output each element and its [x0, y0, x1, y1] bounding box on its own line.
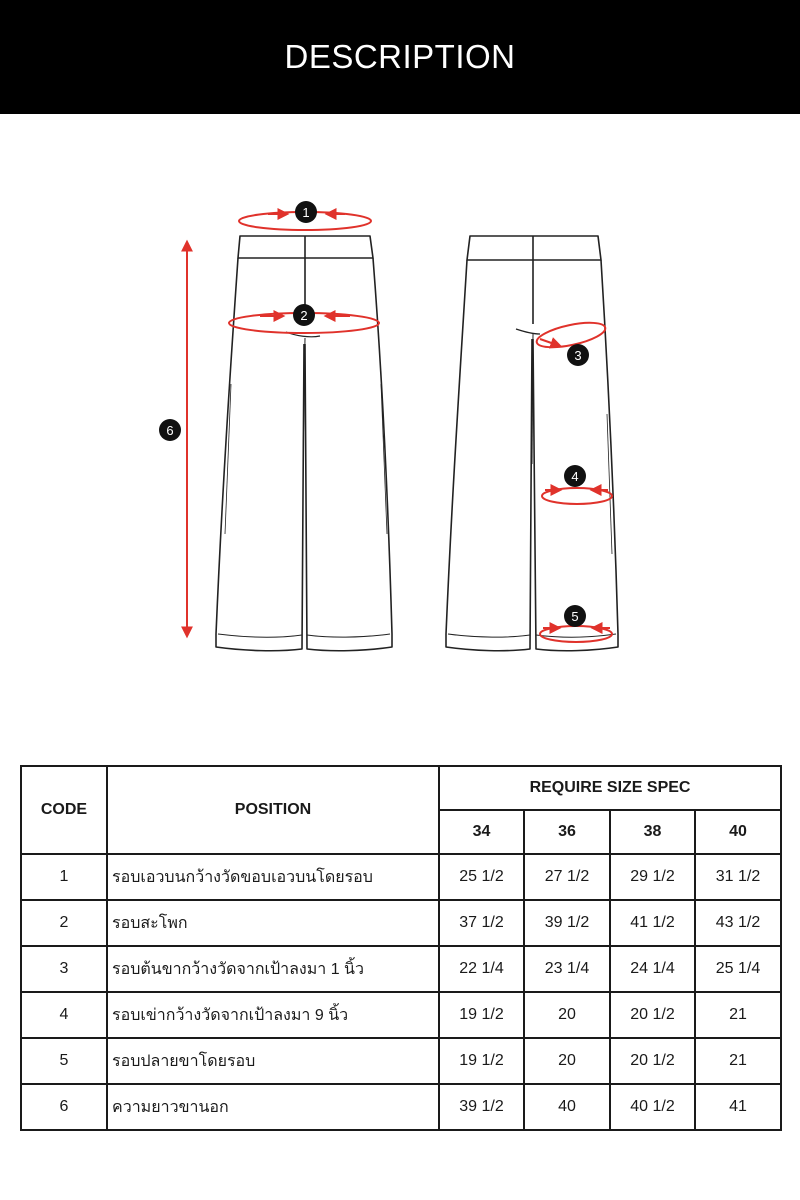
row-code: 1: [21, 854, 107, 900]
row-position: รอบสะโพก: [107, 900, 439, 946]
pants-illustration: [0, 114, 800, 754]
marker-4: [564, 465, 586, 487]
row-value: 21: [695, 992, 781, 1038]
marker-6: [159, 419, 181, 441]
row-value: 40 1/2: [610, 1084, 695, 1130]
svg-text:2: 2: [300, 308, 308, 323]
row-value: 40: [524, 1084, 610, 1130]
table-row: [21, 992, 781, 1038]
table-row: [21, 1084, 781, 1130]
back-pants: [446, 236, 618, 651]
row-value: 20 1/2: [610, 1038, 695, 1084]
row-value: 29 1/2: [610, 854, 695, 900]
header-size: 36: [524, 810, 610, 854]
row-position: รอบต้นขากว้างวัดจากเป้าลงมา 1 นิ้ว: [107, 946, 439, 992]
table-row: [21, 946, 781, 992]
row-code: 3: [21, 946, 107, 992]
row-code: 4: [21, 992, 107, 1038]
marker-2: [293, 304, 315, 326]
size-spec-table: [20, 765, 782, 1131]
row-value: 24 1/4: [610, 946, 695, 992]
row-value: 19 1/2: [439, 1038, 524, 1084]
row-value: 25 1/4: [695, 946, 781, 992]
marker-5: [564, 605, 586, 627]
row-value: 20: [524, 1038, 610, 1084]
row-value: 20: [524, 992, 610, 1038]
front-pants: [216, 236, 392, 651]
row-value: 39 1/2: [439, 1084, 524, 1130]
header-position: POSITION: [107, 766, 439, 854]
marker-1: [295, 201, 317, 223]
row-value: 20 1/2: [610, 992, 695, 1038]
row-position: รอบปลายขาโดยรอบ: [107, 1038, 439, 1084]
page-title: DESCRIPTION: [284, 38, 516, 75]
row-value: 39 1/2: [524, 900, 610, 946]
header-size: 34: [439, 810, 524, 854]
table-row: [21, 900, 781, 946]
row-code: 6: [21, 1084, 107, 1130]
table-row: [21, 1038, 781, 1084]
row-code: 2: [21, 900, 107, 946]
row-value: 27 1/2: [524, 854, 610, 900]
row-position: รอบเข่ากว้างวัดจากเป้าลงมา 9 นิ้ว: [107, 992, 439, 1038]
row-value: 41: [695, 1084, 781, 1130]
marker-3: [567, 344, 589, 366]
header-size-spec: REQUIRE SIZE SPEC: [439, 766, 781, 810]
row-value: 41 1/2: [610, 900, 695, 946]
row-value: 21: [695, 1038, 781, 1084]
header-size: 40: [695, 810, 781, 854]
row-value: 31 1/2: [695, 854, 781, 900]
svg-text:3: 3: [574, 348, 582, 363]
header-size: 38: [610, 810, 695, 854]
svg-text:6: 6: [166, 423, 174, 438]
row-value: 19 1/2: [439, 992, 524, 1038]
row-position: รอบเอวบนกว้างวัดขอบเอวบนโดยรอบ: [107, 854, 439, 900]
svg-text:1: 1: [302, 205, 310, 220]
pants-diagram: [0, 114, 800, 754]
row-value: 22 1/4: [439, 946, 524, 992]
row-value: 23 1/4: [524, 946, 610, 992]
row-value: 43 1/2: [695, 900, 781, 946]
header-code: CODE: [21, 766, 107, 854]
row-code: 5: [21, 1038, 107, 1084]
measurement-arrows: [187, 212, 612, 642]
row-value: 37 1/2: [439, 900, 524, 946]
svg-text:5: 5: [571, 609, 579, 624]
row-position: ความยาวขานอก: [107, 1084, 439, 1130]
table-row: [21, 854, 781, 900]
svg-text:4: 4: [571, 469, 579, 484]
header-banner: [0, 0, 800, 114]
row-value: 25 1/2: [439, 854, 524, 900]
